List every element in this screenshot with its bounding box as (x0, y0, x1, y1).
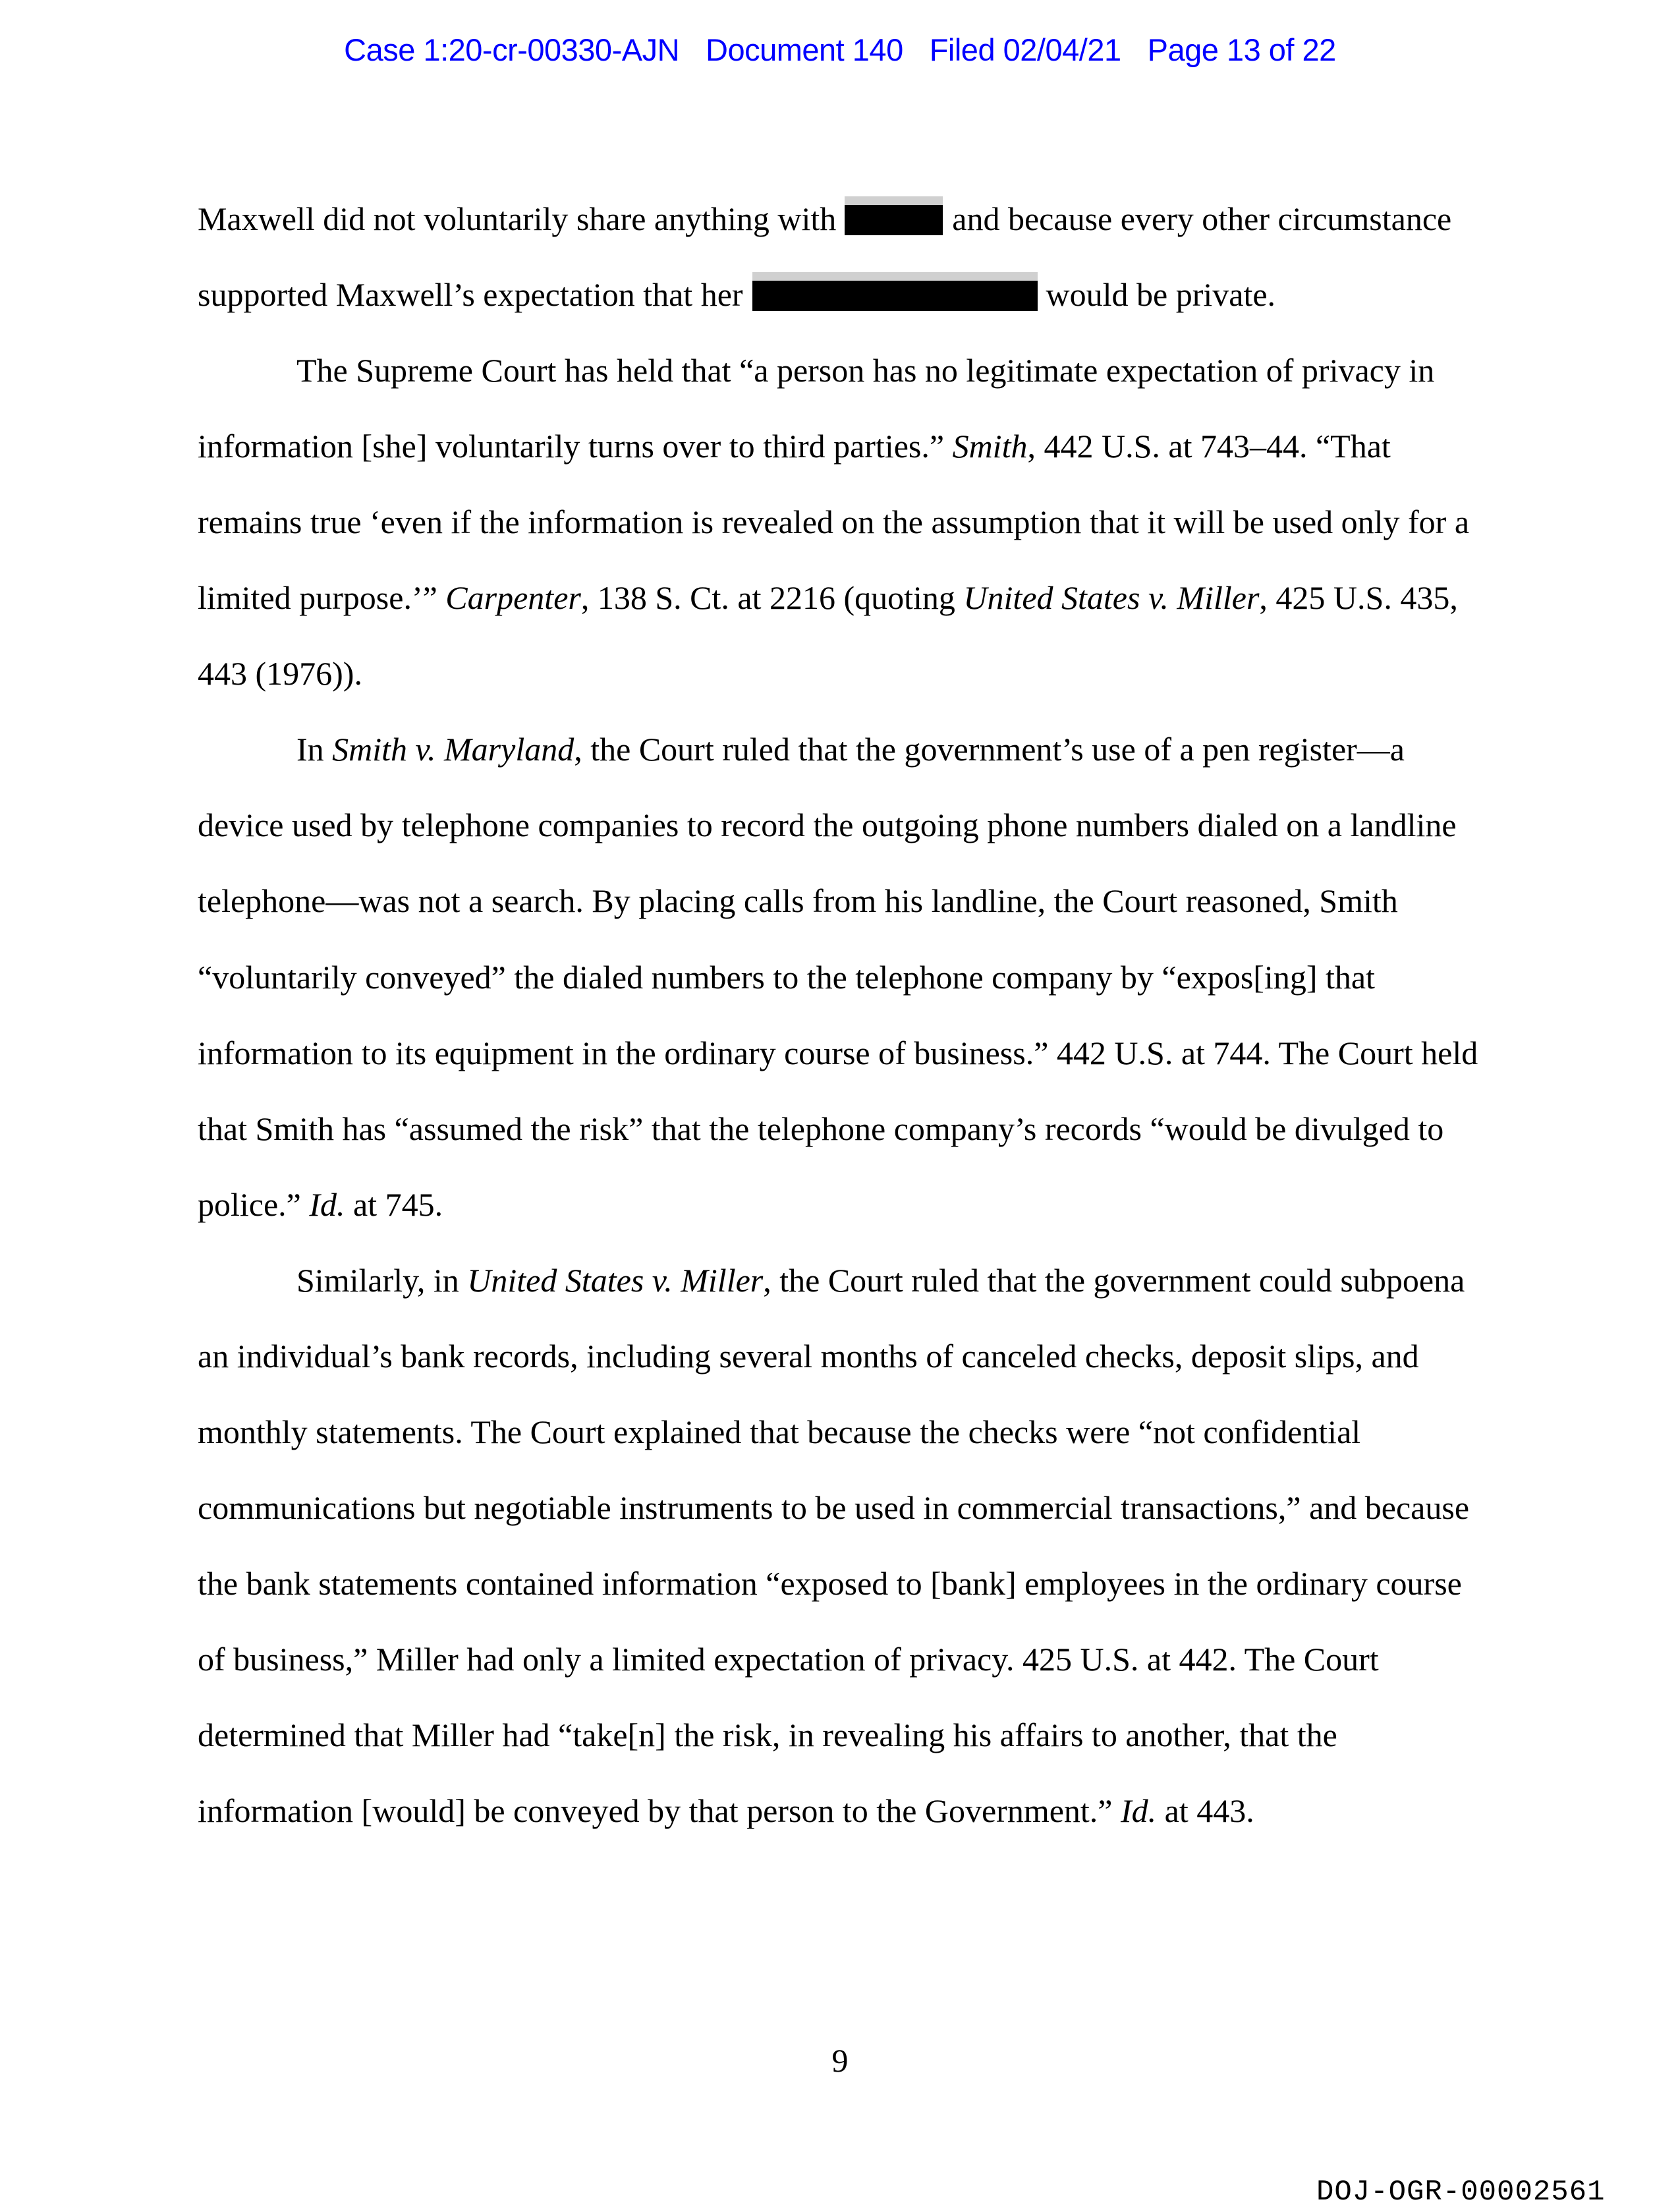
text-line (198, 957, 1375, 997)
text-line (296, 1261, 1465, 1300)
case-citation: Smith (952, 428, 1028, 465)
text-line (198, 1564, 1462, 1603)
text-segment: at 745. (345, 1185, 443, 1223)
text-segment: , 425 U.S. 435, (1259, 579, 1458, 617)
text-line (198, 1185, 443, 1224)
page-indicator: Page 13 of 22 (1147, 32, 1336, 67)
text-segment: Maxwell did not voluntarily share anything with (198, 200, 845, 237)
case-header (0, 32, 1680, 68)
case-citation: Id. (1121, 1792, 1157, 1830)
text-segment: , the Court ruled that the government could subpoena (763, 1261, 1465, 1299)
text-line (198, 1109, 1443, 1149)
document-number: Document 140 (706, 32, 903, 67)
text-segment: information [would] be conveyed by that person to the Government.” (198, 1792, 1121, 1830)
text-line (198, 805, 1457, 845)
text-line (198, 1336, 1419, 1376)
text-segment: communications but negotiable instruments to be used in commercial transactions,” and because (198, 1489, 1470, 1526)
text-segment: , 138 S. Ct. at 2216 (quoting (580, 579, 964, 617)
text-segment: of business,” Miller had only a limited expectation of privacy. 425 U.S. at 442. The Court (198, 1640, 1379, 1678)
text-segment: the bank statements contained information “exposed to [bank] employees in the ordinary course (198, 1564, 1462, 1602)
case-citation: United States v. Miller (963, 579, 1260, 617)
text-segment: telephone—was not a search. By placing calls from his landline, the Court reasoned, Smith (198, 882, 1398, 920)
text-segment: police.” (198, 1185, 310, 1223)
redaction-shade (845, 196, 943, 205)
text-segment: Similarly, in (296, 1261, 468, 1299)
text-segment: would be private. (1038, 276, 1276, 314)
text-line (198, 275, 1275, 314)
text-segment: supported Maxwell’s expectation that her (198, 276, 752, 314)
text-line (198, 1412, 1360, 1452)
text-segment: determined that Miller had “take[n] the risk, in revealing his affairs to another, that the (198, 1716, 1337, 1753)
text-segment: , 442 U.S. at 743–44. “That (1027, 428, 1391, 465)
case-number: Case 1:20-cr-00330-AJN (344, 32, 680, 67)
text-segment: remains true ‘even if the information is revealed on the assumption that it will be used only for a (198, 503, 1470, 541)
text-segment: , the Court ruled that the government’s use of a pen register—a (574, 731, 1405, 768)
text-segment: The Supreme Court has held that “a person has no legitimate expectation of privacy in (296, 352, 1435, 389)
case-citation: Smith v. Maryland (332, 731, 574, 768)
case-citation: United States v. Miller (467, 1261, 764, 1299)
redaction-box (845, 205, 943, 235)
text-line (296, 729, 1405, 769)
text-segment: that Smith has “assumed the risk” that the telephone company’s records “would be divulged to (198, 1110, 1444, 1147)
text-line (198, 1033, 1478, 1073)
text-line (198, 1715, 1337, 1755)
text-line (198, 578, 1458, 617)
text-line (198, 199, 1451, 239)
text-segment: “voluntarily conveyed” the dialed numbers to the telephone company by “expos[ing] that (198, 958, 1375, 996)
text-line (198, 654, 362, 693)
case-citation: Carpenter (445, 579, 581, 617)
text-segment: information to its equipment in the ordinary course of business.” 442 U.S. at 744. The Court held (198, 1034, 1478, 1071)
text-line (198, 881, 1398, 921)
text-segment: monthly statements. The Court explained that because the checks were “not confidential (198, 1413, 1361, 1450)
text-segment: an individual’s bank records, including several months of canceled checks, deposit slips, and (198, 1337, 1419, 1375)
case-citation: Id. (309, 1185, 345, 1223)
text-segment: at 443. (1156, 1792, 1254, 1830)
text-segment: limited purpose.’” (198, 579, 446, 617)
text-segment: In (296, 731, 333, 768)
text-segment: 443 (1976)). (198, 655, 362, 693)
text-line (198, 502, 1469, 542)
text-segment: and because every other circumstance (943, 200, 1452, 237)
filed-date: Filed 02/04/21 (929, 32, 1121, 67)
text-segment: device used by telephone companies to record the outgoing phone numbers dialed on a landline (198, 807, 1457, 844)
redaction-shade (752, 272, 1038, 281)
text-line (296, 351, 1434, 390)
text-line (198, 1791, 1254, 1830)
page-number: 9 (831, 2042, 849, 2079)
text-line (198, 1488, 1469, 1527)
text-segment: information [she] voluntarily turns over to third parties.” (198, 428, 953, 465)
text-line (198, 1639, 1379, 1679)
bates-number: DOJ-OGR-00002561 (1316, 2176, 1606, 2209)
redaction-box (752, 281, 1038, 311)
text-line (198, 426, 1391, 466)
